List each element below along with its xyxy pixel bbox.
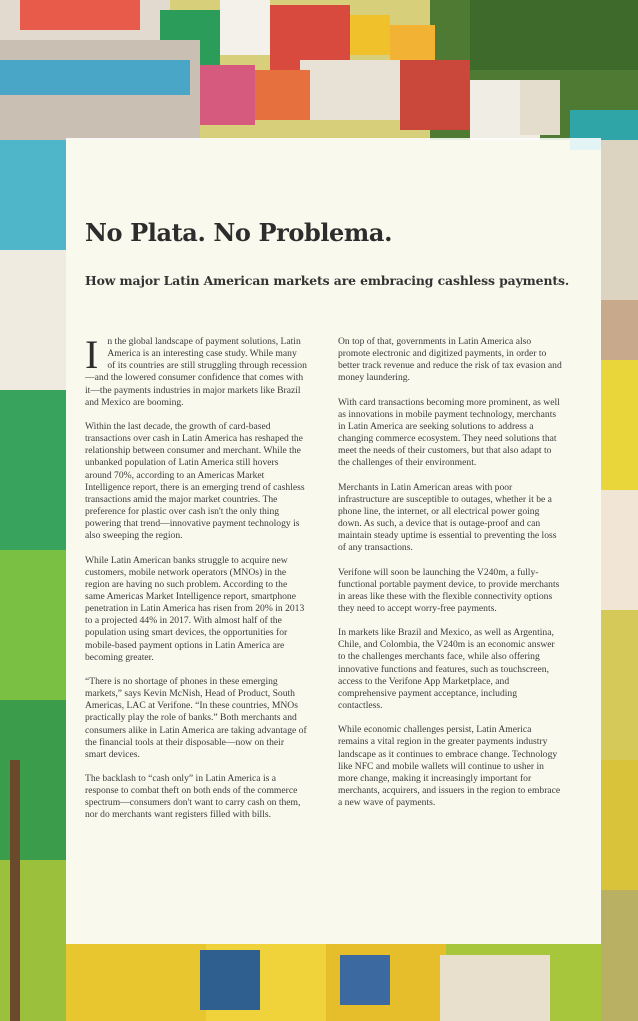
- paragraph: With card transactions becoming more prominent, as well as innovations in mobile payment technology, merchants in Latin America are seeking solutions to address a changing commerce ecosystem. They need solutions that meet the needs of their customers, but that also adapt to the challenges of their environment.: [338, 396, 560, 469]
- paragraph-text: n the global landscape of payment solutions, Latin America is an interesting case study. While many of its countries are still struggling through recession—and the lowered consumer confidence that comes with it—the payments industries in major markets like Brazil and Mexico are booming.: [85, 336, 307, 408]
- paragraph: In markets like Brazil and Mexico, as well as Argentina, Chile, and Colombia, the V240m is an economic answer to the challenges merchants face, while also offering innovative functions and features, such as touchscreen, access to the Verifone App Marketplace, and comprehensive payment acceptance, including contactless.: [338, 627, 555, 712]
- drop-cap: I: [85, 332, 99, 377]
- page-title: No Plata. No Problema.: [85, 218, 393, 247]
- right-column: [338, 336, 562, 821]
- paragraph: Within the last decade, the growth of card-based transactions over cash in Latin America has reshaped the relationship between consumer and merchant. While the unbanked population of Latin America still hovers around 70%, according to an Americas Market Intelligence report, there is an emerging trend of cashless transactions amid the major market countries. The preference for plastic over cash isn't the only thing powering that trend—innovative payment technology is also sweeping the region.: [85, 420, 305, 542]
- paragraph: Merchants in Latin American areas with poor infrastructure are susceptible to outages, whether it be a phone line, the internet, or all electrical power going down. As such, a device that is outage-proof and can maintain steady uptime is essential to preventing the loss of any transactions.: [338, 481, 557, 554]
- left-column: [85, 332, 307, 834]
- page-subtitle: How major Latin American markets are embracing cashless payments.: [85, 273, 570, 288]
- paragraph: “There is no shortage of phones in these emerging markets,” says Kevin McNish, Head of Product, South Americas, LAC at Verifone. “In these countries, MNOs practically play the role of banks.” Both merchants and consumers alike in Latin America are taking advantage of the financial tools at their disposable—now on their smart devices.: [85, 675, 307, 760]
- paragraph: While Latin American banks struggle to acquire new customers, mobile network operators (MNOs) in the region are having no such problem. According to the same Americas Market Intelligence report, smartphone penetration in Latin America has risen from 20% in 2013 to a projected 44% in 2017. With almost half of the population using smart devices, the opportunities for mobile-based payment options in Latin America are becoming greater.: [85, 554, 305, 663]
- paragraph: On top of that, governments in Latin America also promote electronic and digitized payments, in order to better track revenue and reduce the risk of tax evasion and money laundering.: [338, 336, 562, 384]
- paragraph: While economic challenges persist, Latin America remains a vital region in the greater payments industry landscape as it continues to embrace change. Technology like NFC and mobile wallets will continue to usher in more change, making it increasingly important for merchants, acquirers, and issuers in the region to embrace a new wave of payments.: [338, 724, 561, 809]
- paragraph: The backlash to “cash only” in Latin America is a response to combat theft on both ends of the commerce spectrum—consumers don't want to carry cash on them, nor do merchants want registers filled with bills.: [85, 773, 301, 821]
- paragraph: Verifone will soon be launching the V240m, a fully-functional portable payment device, to provide merchants in areas like these with the flexible connectivity options they need to accept worry-free payments.: [338, 566, 560, 614]
- paragraph: [85, 332, 307, 409]
